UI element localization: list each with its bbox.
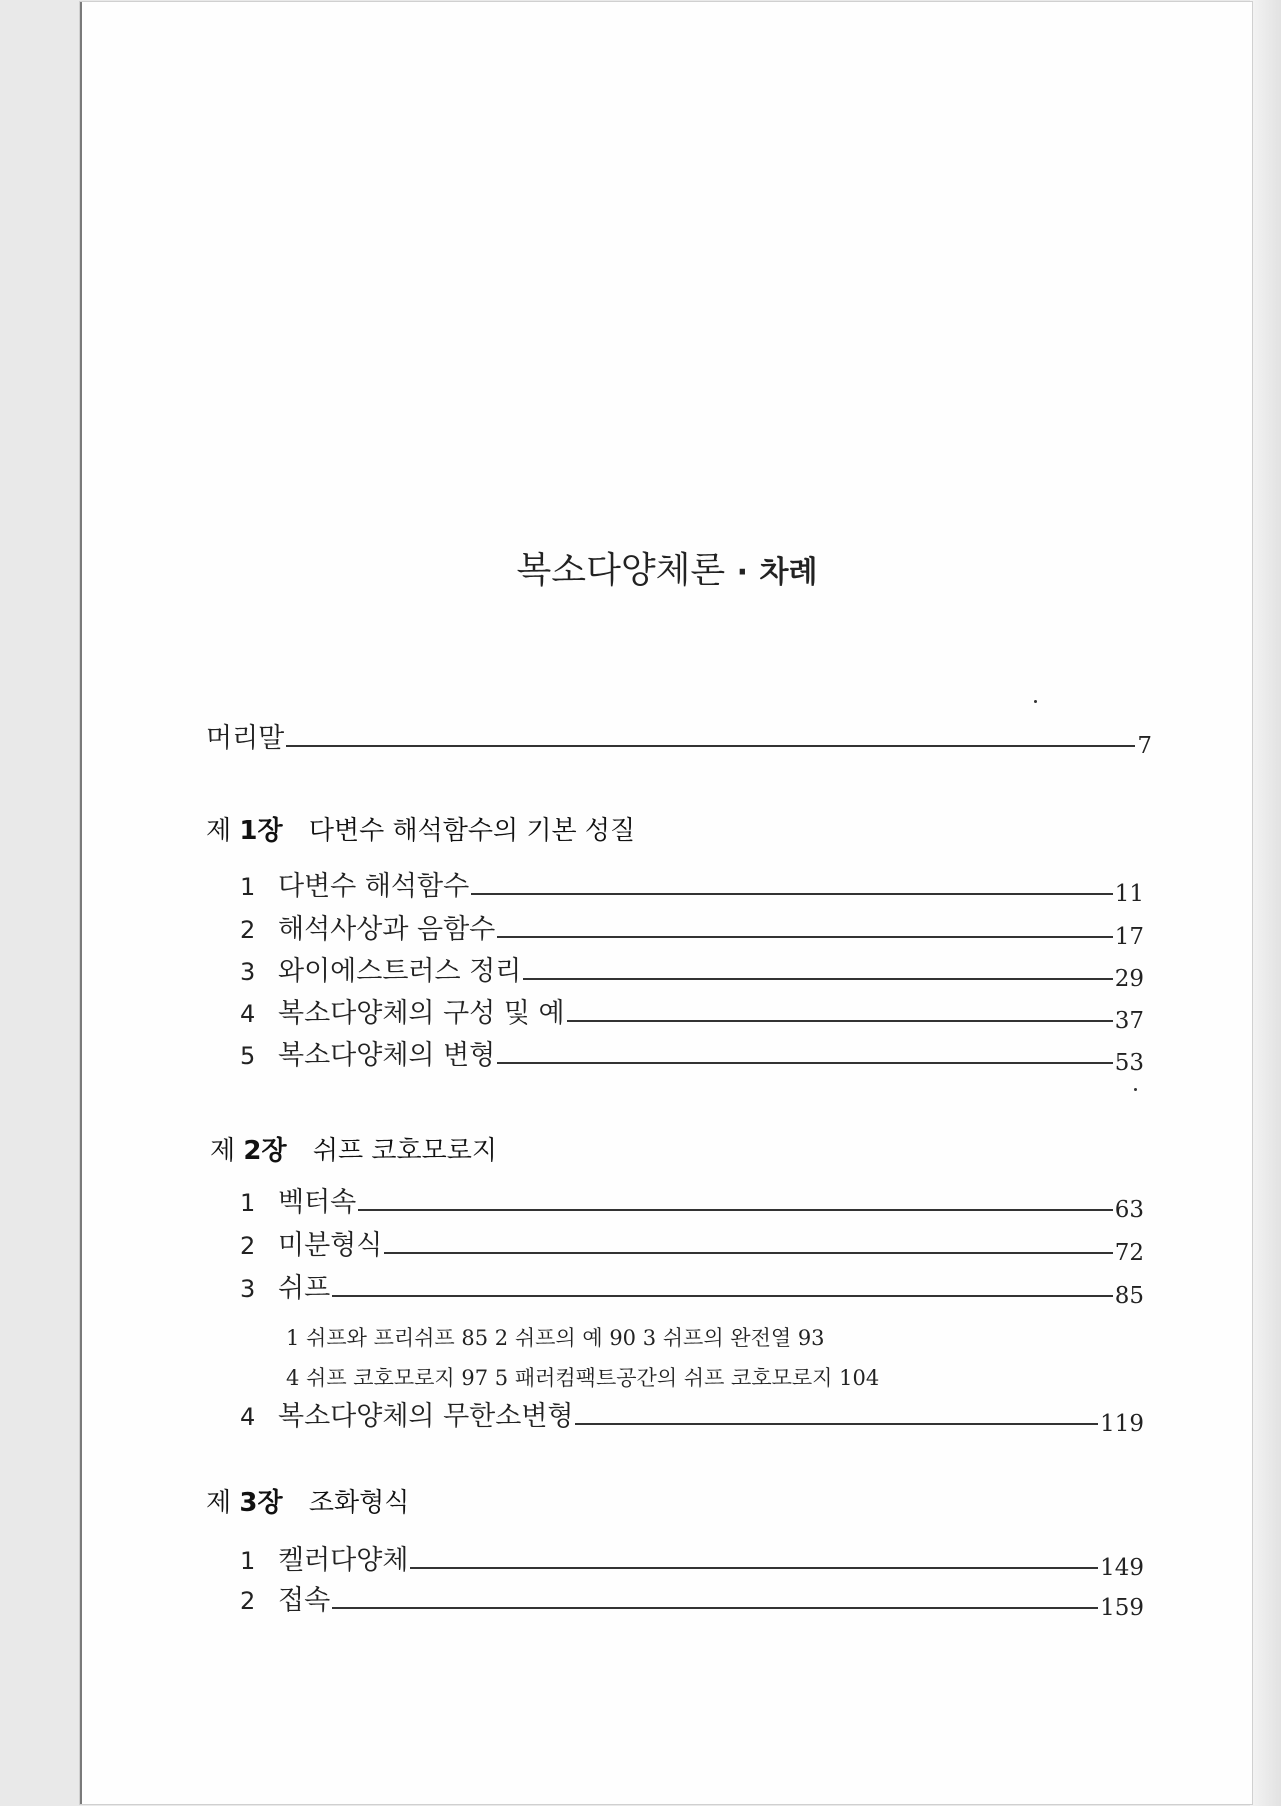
chapter-title: 쉬프 코호모로지 <box>312 1136 497 1166</box>
toc-entry-label: 와이에스트러스 정리 <box>278 956 522 987</box>
toc-entry-label: 쉬프 <box>278 1273 331 1304</box>
subsection-list: 4 쉬프 코호모로지 97 5 패러컴팩트공간의 쉬프 코호모로지 104 <box>286 1366 880 1390</box>
toc-entry[interactable] <box>240 1272 1144 1307</box>
section-number: 2 <box>240 916 256 944</box>
chapter-suffix: 장 <box>261 1136 287 1166</box>
toc-page-number: 72 <box>1114 1240 1144 1266</box>
toc-entry-label: 켈러다양체 <box>278 1545 409 1576</box>
section-number: 1 <box>240 1547 256 1575</box>
leader-line <box>497 1062 1112 1064</box>
toc-entry-label: 복소다양체의 무한소변형 <box>278 1401 574 1432</box>
section-number: 3 <box>240 958 256 986</box>
toc-page-number: 37 <box>1114 1008 1144 1034</box>
print-speck <box>1134 1088 1137 1091</box>
page-title <box>82 542 1252 593</box>
chapter-prefix: 제 <box>206 816 232 846</box>
toc-entry-label: 미분형식 <box>278 1230 383 1261</box>
section-number: 5 <box>240 1042 256 1070</box>
print-speck <box>1034 700 1037 703</box>
chapter-number: 3 <box>239 1488 258 1518</box>
toc-entry[interactable] <box>240 870 1144 905</box>
leader-line <box>567 1020 1113 1022</box>
section-number: 1 <box>240 873 256 901</box>
section-number: 3 <box>240 1275 256 1303</box>
chapter-title: 조화형식 <box>308 1488 410 1518</box>
toc-page-number: 53 <box>1114 1050 1144 1076</box>
chapter-prefix: 제 <box>206 1488 232 1518</box>
toc-entry-label: 접속 <box>278 1585 331 1616</box>
leader-line <box>523 978 1112 980</box>
toc-entry[interactable] <box>240 997 1144 1032</box>
leader-line <box>286 745 1135 747</box>
toc-entry-label: 벡터속 <box>278 1187 357 1218</box>
page-edge-shadow <box>1250 0 1281 1806</box>
toc-entry[interactable] <box>240 1186 1144 1221</box>
book-title: 복소다양체론 <box>516 550 726 591</box>
chapter-suffix: 장 <box>257 1488 283 1518</box>
toc-entry[interactable] <box>240 1544 1144 1579</box>
subsection-list: 1 쉬프와 프리쉬프 85 2 쉬프의 예 90 3 쉬프의 완전열 93 <box>286 1326 825 1350</box>
toc-entry[interactable] <box>240 955 1144 990</box>
toc-page-number: 17 <box>1114 924 1144 950</box>
chapter-number: 2 <box>243 1136 262 1166</box>
toc-entry-preface[interactable] <box>206 722 1152 757</box>
chapter-2-heading[interactable] <box>210 1130 497 1167</box>
leader-line <box>497 936 1112 938</box>
contents-heading: 차례 <box>759 555 818 590</box>
title-separator: · <box>736 555 749 590</box>
chapter-suffix: 장 <box>257 816 283 846</box>
toc-page-number: 119 <box>1100 1411 1144 1437</box>
toc-entry-label: 머리말 <box>206 723 285 754</box>
toc-entry-label: 복소다양체의 변형 <box>278 1040 496 1071</box>
toc-entry[interactable] <box>240 913 1144 948</box>
leader-line <box>410 1567 1098 1569</box>
leader-line <box>332 1295 1113 1297</box>
chapter-1-heading[interactable] <box>206 810 635 847</box>
toc-page-number: 149 <box>1100 1555 1144 1581</box>
leader-line <box>332 1607 1098 1609</box>
section-number: 4 <box>240 1403 256 1431</box>
toc-page-number: 29 <box>1114 966 1144 992</box>
toc-page-number: 159 <box>1100 1595 1144 1621</box>
toc-entry[interactable] <box>240 1039 1144 1074</box>
toc-page-number: 85 <box>1114 1283 1144 1309</box>
toc-page-number: 63 <box>1114 1197 1144 1223</box>
chapter-3-heading[interactable] <box>206 1482 409 1519</box>
toc-page-number: 7 <box>1137 733 1152 759</box>
toc-entry[interactable] <box>240 1584 1144 1619</box>
chapter-number: 1 <box>239 816 258 846</box>
leader-line <box>384 1252 1112 1254</box>
toc-page-number: 11 <box>1114 881 1144 907</box>
leader-line <box>471 893 1113 895</box>
book-page <box>80 2 1252 1804</box>
section-number: 1 <box>240 1189 256 1217</box>
section-number: 4 <box>240 1000 256 1028</box>
section-number: 2 <box>240 1587 256 1615</box>
section-number: 2 <box>240 1232 256 1260</box>
toc-entry-label: 해석사상과 음함수 <box>278 914 496 945</box>
chapter-prefix: 제 <box>210 1136 236 1166</box>
leader-line <box>575 1423 1098 1425</box>
chapter-title: 다변수 해석함수의 기본 성질 <box>308 816 636 846</box>
toc-entry-label: 다변수 해석함수 <box>278 871 470 902</box>
toc-entry[interactable] <box>240 1400 1144 1435</box>
toc-entry[interactable] <box>240 1229 1144 1264</box>
toc-entry-label: 복소다양체의 구성 및 예 <box>278 998 565 1029</box>
leader-line <box>358 1209 1112 1211</box>
